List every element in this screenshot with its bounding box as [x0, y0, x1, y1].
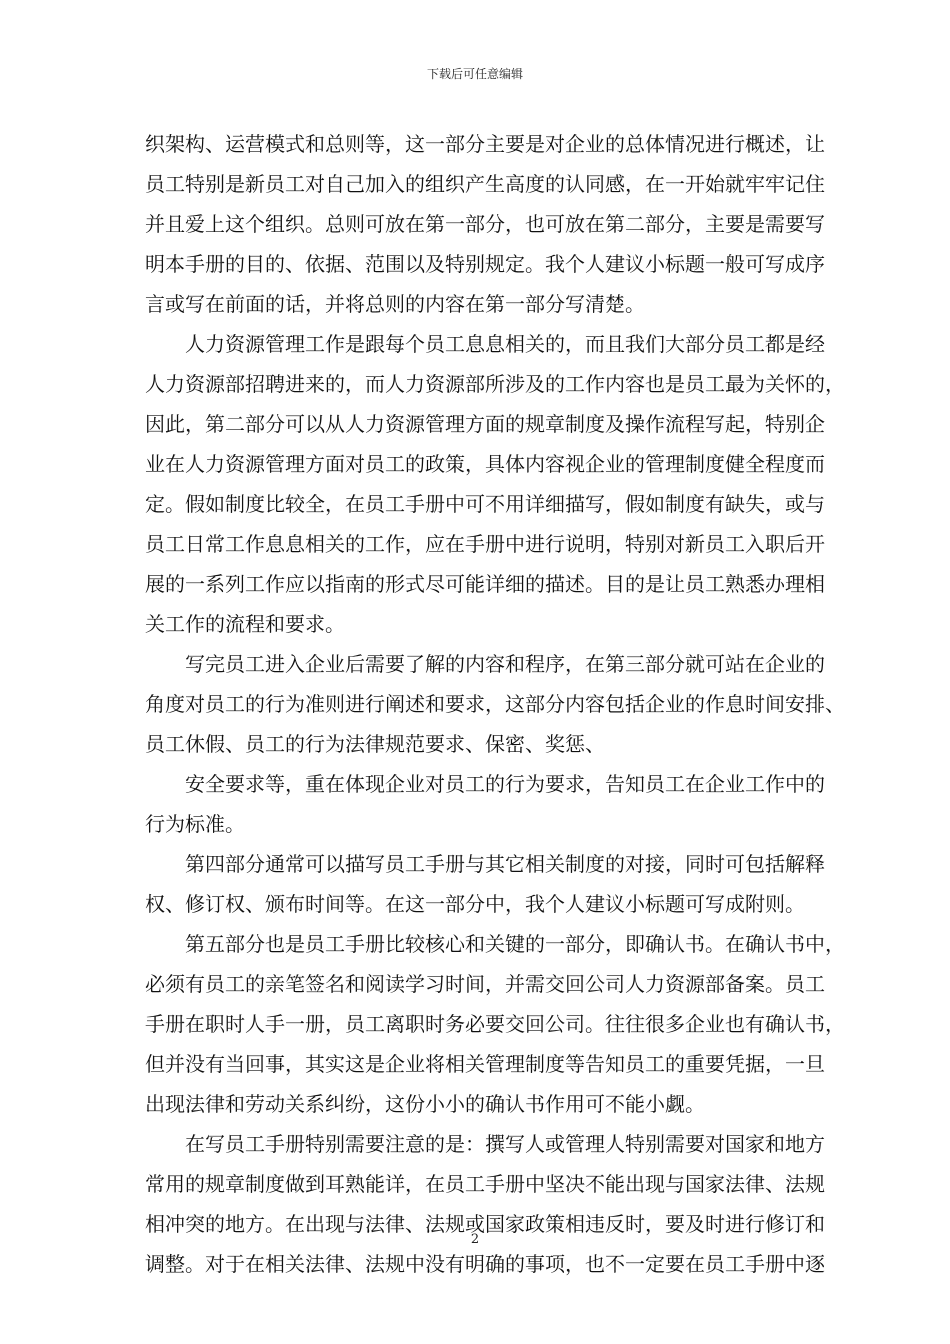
text-line: 行为标准。	[145, 812, 245, 836]
text-line: 并且爱上这个组织。总则可放在第一部分，也可放在第二部分，主要是需要写	[145, 212, 825, 236]
text-line: 织架构、运营模式和总则等，这一部分主要是对企业的总体情况进行概述，让	[145, 132, 825, 156]
text-line: 手册在职时人手一册，员工离职时务必要交回公司。往往很多企业也有确认书，	[145, 1012, 845, 1036]
text-line: 常用的规章制度做到耳熟能详，在员工手册中坚决不能出现与国家法律、法规	[145, 1172, 825, 1196]
text-line: 关工作的流程和要求。	[145, 612, 345, 636]
text-line: 相冲突的地方。在出现与法律、法规或国家政策相违反时，要及时进行修订和	[145, 1212, 825, 1236]
text-line: 权、修订权、颁布时间等。在这一部分中，我个人建议小标题可写成附则。	[145, 892, 805, 916]
page-header: 下载后可任意编辑	[426, 67, 523, 81]
text-line: 员工特别是新员工对自己加入的组织产生高度的认同感，在一开始就牢牢记住	[145, 172, 825, 196]
text-line: 明本手册的目的、依据、范围以及特别规定。我个人建议小标题一般可写成序	[145, 252, 825, 276]
text-line: 业在人力资源管理方面对员工的政策，具体内容视企业的管理制度健全程度而	[145, 452, 825, 476]
text-line: 展的一系列工作应以指南的形式尽可能详细的描述。目的是让员工熟悉办理相	[145, 572, 825, 596]
text-line: 必须有员工的亲笔签名和阅读学习时间，并需交回公司人力资源部备案。员工	[145, 972, 825, 996]
text-line: 定。假如制度比较全，在员工手册中可不用详细描写，假如制度有缺失，或与	[145, 492, 825, 516]
text-line: 员工日常工作息息相关的工作，应在手册中进行说明，特别对新员工入职后开	[145, 532, 825, 556]
paragraph-first-line: 写完员工进入企业后需要了解的内容和程序，在第三部分就可站在企业的	[185, 652, 825, 676]
document-body	[145, 124, 845, 1284]
text-line: 人力资源部招聘进来的，而人力资源部所涉及的工作内容也是员工最为关怀的，	[145, 372, 845, 396]
paragraph-first-line: 第四部分通常可以描写员工手册与其它相关制度的对接，同时可包括解释	[185, 852, 825, 876]
page-number: 2	[470, 1232, 480, 1247]
paragraph-first-line: 第五部分也是员工手册比较核心和关键的一部分，即确认书。在确认书中，	[185, 932, 845, 956]
text-line: 员工休假、员工的行为法律规范要求、保密、奖惩、	[145, 732, 605, 756]
text-line: 但并没有当回事，其实这是企业将相关管理制度等告知员工的重要凭据，一旦	[145, 1052, 825, 1076]
paragraph-first-line: 人力资源管理工作是跟每个员工息息相关的，而且我们大部分员工都是经	[185, 332, 825, 356]
text-line: 言或写在前面的话，并将总则的内容在第一部分写清楚。	[145, 292, 645, 316]
text-line: 因此，第二部分可以从人力资源管理方面的规章制度及操作流程写起，特别企	[145, 412, 825, 436]
paragraph-first-line: 安全要求等，重在体现企业对员工的行为要求，告知员工在企业工作中的	[185, 772, 825, 796]
text-line: 调整。对于在相关法律、法规中没有明确的事项，也不一定要在员工手册中逐	[145, 1252, 825, 1276]
text-line: 角度对员工的行为准则进行阐述和要求，这部分内容包括企业的作息时间安排、	[145, 692, 845, 716]
paragraph-first-line: 在写员工手册特别需要注意的是：撰写人或管理人特别需要对国家和地方	[185, 1132, 825, 1156]
text-line: 出现法律和劳动关系纠纷，这份小小的确认书作用可不能小觑。	[145, 1092, 705, 1116]
